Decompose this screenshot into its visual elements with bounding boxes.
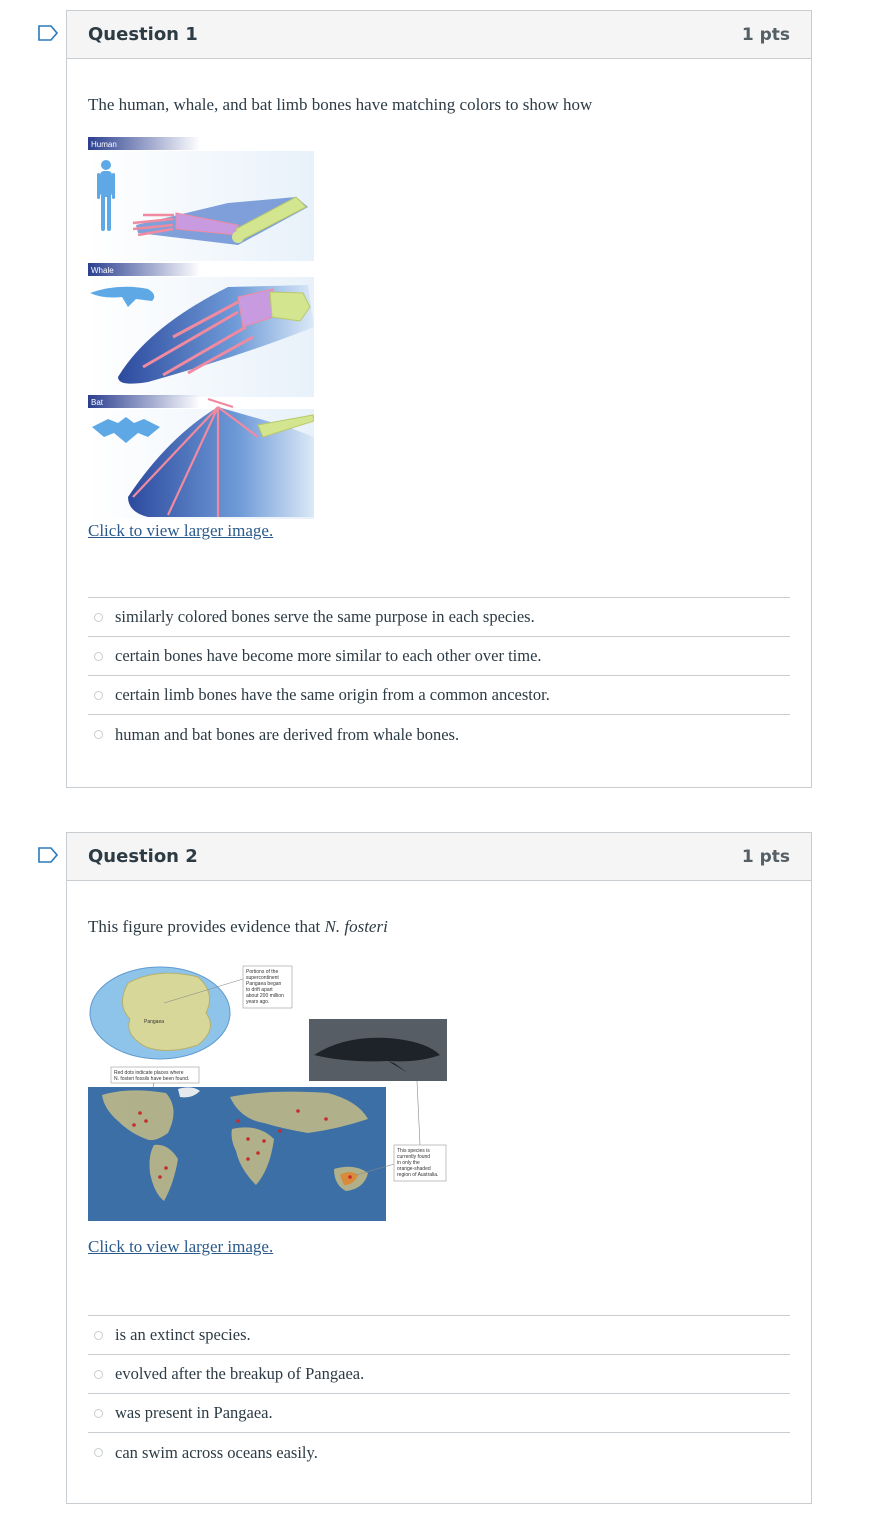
svg-text:in only the: in only the — [397, 1160, 420, 1166]
human-label: Human — [91, 140, 117, 149]
radio-button[interactable] — [94, 1370, 103, 1379]
question-header — [67, 833, 811, 881]
question-header — [67, 11, 811, 59]
svg-text:supercontinent: supercontinent — [246, 975, 279, 981]
answer-label: was present in Pangaea. — [115, 1403, 273, 1422]
svg-text:region of Australia.: region of Australia. — [397, 1172, 439, 1178]
answer-option[interactable] — [88, 598, 790, 637]
svg-text:This species is: This species is — [397, 1148, 430, 1154]
question-2 — [66, 832, 812, 1504]
radio-button[interactable] — [94, 730, 103, 739]
flag-question-icon[interactable] — [38, 847, 58, 863]
answer-option[interactable] — [88, 1394, 790, 1433]
question-points: 1 pts — [741, 24, 790, 45]
pangaea-fossil-figure — [88, 963, 450, 1235]
flag-question-icon[interactable] — [38, 25, 58, 41]
question-1 — [66, 10, 812, 788]
svg-text:N. fosteri fossils have been f: N. fosteri fossils have been found. — [114, 1076, 190, 1082]
question-title: Question 1 — [88, 24, 198, 45]
svg-text:Pangaea began: Pangaea began — [246, 981, 282, 987]
radio-button[interactable] — [94, 1448, 103, 1457]
svg-text:years ago.: years ago. — [246, 999, 270, 1005]
limb-homology-figure — [88, 137, 314, 519]
pangaea-label: Pangaea — [144, 1019, 165, 1025]
species-name: N. fosteri — [324, 917, 388, 936]
answer-list — [88, 597, 790, 754]
answer-option[interactable] — [88, 715, 790, 754]
answer-label: similarly colored bones serve the same purpose in each species. — [115, 607, 535, 626]
whale-label: Whale — [91, 266, 114, 275]
svg-text:orange-shaded: orange-shaded — [397, 1166, 431, 1172]
radio-button[interactable] — [94, 1409, 103, 1418]
answer-list — [88, 1315, 790, 1472]
svg-text:to drift apart: to drift apart — [246, 987, 273, 993]
question-body — [67, 881, 811, 1472]
answer-option[interactable] — [88, 676, 790, 715]
svg-text:currently found: currently found — [397, 1154, 431, 1160]
svg-text:Red dots indicate places where: Red dots indicate places where — [114, 1070, 184, 1076]
question-prompt: The human, whale, and bat limb bones have matching colors to show how — [88, 95, 593, 114]
answer-option[interactable] — [88, 1433, 790, 1472]
answer-label: certain bones have become more similar to each other over time. — [115, 646, 542, 665]
answer-label: human and bat bones are derived from whale bones. — [115, 724, 460, 744]
view-larger-image-link[interactable]: Click to view larger image. — [88, 521, 274, 540]
radio-button[interactable] — [94, 1331, 103, 1340]
answer-label: certain limb bones have the same origin from a common ancestor. — [115, 685, 550, 704]
answer-label: evolved after the breakup of Pangaea. — [115, 1364, 365, 1383]
radio-button[interactable] — [94, 691, 103, 700]
question-prompt: This figure provides evidence that N. fosteri — [88, 917, 388, 936]
answer-label: can swim across oceans easily. — [115, 1442, 318, 1462]
radio-button[interactable] — [94, 613, 103, 622]
answer-option[interactable] — [88, 637, 790, 676]
answer-option[interactable] — [88, 1355, 790, 1394]
view-larger-image-link[interactable]: Click to view larger image. — [88, 1237, 274, 1256]
fossil-callout — [114, 1070, 189, 1082]
svg-text:about 200 million: about 200 million — [246, 993, 284, 999]
question-title: Question 2 — [88, 846, 198, 867]
svg-text:Portions of the: Portions of the — [246, 969, 279, 975]
question-body — [67, 59, 811, 754]
radio-button[interactable] — [94, 652, 103, 661]
bat-label: Bat — [91, 398, 104, 407]
question-points: 1 pts — [741, 846, 790, 867]
answer-option[interactable] — [88, 1316, 790, 1355]
answer-label: is an extinct species. — [115, 1325, 251, 1344]
